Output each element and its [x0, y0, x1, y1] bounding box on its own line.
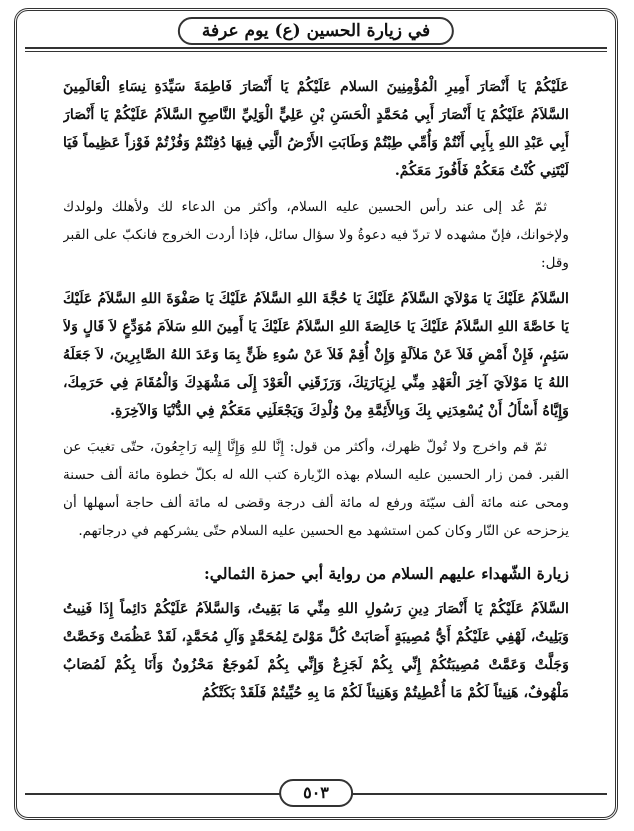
page-title: في زيارة الحسين (ع) يوم عرفة	[178, 17, 454, 45]
header-rule-inner	[25, 51, 607, 52]
header-rule	[25, 47, 607, 49]
page-frame	[14, 8, 618, 820]
quote-paragraph: السَّلاَمُ عَلَيْكُمْ يَا أَنْصَارَ دِينِ رَسُولِ اللهِ مِنِّي مَا بَقِيتُ، وَالسَّلاَمُ عَلَيْكُمْ دَائِماً إِذَا فَنِيتُ وَبَلِيتُ، لَهْفِي عَلَيْكُمْ أَيُّ مُصِيبَةٍ أَصَابَتْ كُلَّ مَوْلىً لِمُحَمَّدٍ وَآلِ مُحَمَّدٍ، لَقَدْ عَظُمَتْ وَخَصَّتْ وَجَلَّتْ وَعَمَّتْ مُصِيبَتُكُمْ إِنِّي بِكُمْ لَجَزِعٌ وَإِنِّي بِكُمْ لَمُوجَعٌ مَحْزُونٌ وَأَنَا بِكُمْ لَمُصَابٌ مَلْهُوفٌ، هَنِيئاً لَكُمْ مَا أُعْطِيتُمْ وَهَنِيئاً لَكُمْ مَا بِهِ حُيِّيتُمْ فَلَقَدْ بَكَتْكُمُ	[63, 601, 569, 701]
quote-paragraph: عَلَيْكُمْ يَا أَنْصَارَ أَمِيرِ الْمُؤْمِنِينَ السلام عَلَيْكُمْ يَا أَنْصَارَ فَاطِمَةَ سَيِّدَةِ نِسَاءِ الْعَالَمِينَ السَّلاَمُ عَلَيْكُمْ يَا أَنْصَارَ أَبِي مُحَمَّدٍ الْحَسَنِ بْنِ عَلِيٍّ الْوَلِيِّ النَّاصِحِ السَّلاَمُ عَلَيْكُمْ يَا أَنْصَارَ أَبِي عَبْدِ اللهِ بِأَبِي أَنْتُمْ وَأُمِّي طِبْتُمْ وَطَابَتِ الأَرْضُ الَّتِي فِيهَا دُفِنْتُمْ وَفُزْتُمْ فَوْزاً عَظِيماً فَيَا لَيْتَنِي كُنْتُ مَعَكُمْ فَأَفُوزَ مَعَكُمْ.	[63, 79, 569, 179]
text-body	[63, 73, 569, 765]
section-heading: زيارة الشّهداء عليهم السلام من رواية أبي حمزة الثمالي:	[204, 564, 569, 583]
prose-paragraph: ثمّ عُد إلى عند رأس الحسين عليه السلام، وأكثر من الدعاء لك ولأهلك ولولدك ولإخوانك، فإنّ مشهده لا تردّ فيه دعوةُ ولا سؤال سائل، فإذا أردت الخروج فانكبّ على القبر وقل:	[63, 199, 569, 271]
prose-paragraph: ثمّ قم واخرج ولا تُولّ ظهرك، وأكثر من قول: إِنَّا للهِ وَإِنَّا إِليه رَاجِعُونَ، حتّى تغيبَ عن القبر. فمن زار الحسين عليه السلام بهذه الزّيارة كتب الله له بكلّ خطوة مائة ألف حسنة ومحى عنه مائة ألف سيّئة ورفع له مائة ألف درجة وقضى له مائة ألف حاجة أسهلها أن يزحزحه عن النّار وكان كمن استشهد مع الحسين عليه السلام حتّى يشركهم في درجاتهم.	[63, 439, 569, 539]
quote-paragraph: السَّلاَمُ عَلَيْكَ يَا مَوْلاَيَ السَّلاَمُ عَلَيْكَ يَا حُجَّةَ اللهِ السَّلاَمُ عَلَيْكَ يَا صَفْوَةَ اللهِ السَّلاَمُ عَلَيْكَ يَا خَاصَّةَ اللهِ السَّلاَمُ عَلَيْكَ يَا خَالِصَةَ اللهِ السَّلاَمُ عَلَيْكَ يَا أَمِينَ اللهِ سَلاَمَ مُوَدِّعٍ لاَ قَالٍ وَلاَ سَئِمٍ، فَإِنْ أَمْضِ فَلاَ عَنْ مَلاَلَةٍ وَإِنْ أُقِمْ فَلاَ عَنْ سُوءِ ظَنٍّ بِمَا وَعَدَ اللهُ الصَّابِرِينَ، لاَ جَعَلَهُ اللهُ يَا مَوْلاَيَ آخِرَ الْعَهْدِ مِنِّي لِزِيَارَتِكَ، وَرَزَقَنِي الْعَوْدَ إِلَى مَشْهَدِكَ وَالْمُقَامَ فِي حَرَمِكَ، وَإِيَّاهُ أَسْأَلُ أَنْ يُسْعِدَنِي بِكَ وَبِالأَئِمَّةِ مِنْ وُلْدِكَ وَيَجْعَلَنِي مَعَكُمْ فِي الدُّنْيَا وَالآخِرَةِ.	[63, 291, 569, 419]
page-number: ٥٠٣	[279, 779, 353, 807]
